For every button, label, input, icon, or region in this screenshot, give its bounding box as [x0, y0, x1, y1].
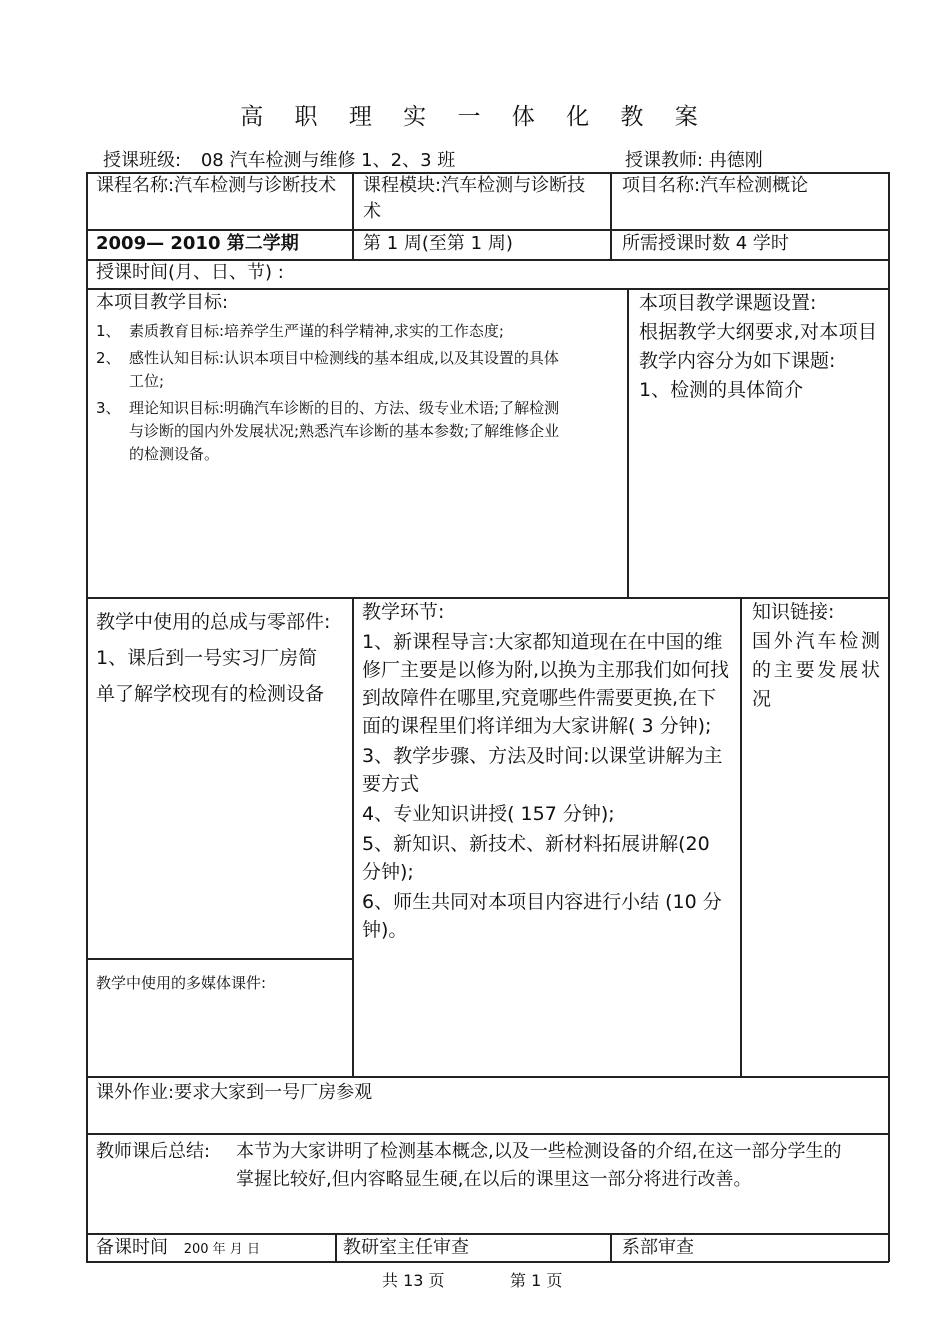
- multimedia-label: 教学中使用的多媒体课件:: [96, 974, 267, 992]
- teacher-label: 授课教师:: [625, 150, 704, 171]
- goal-item: [96, 320, 566, 343]
- goal-text: 理论知识目标:明确汽车诊断的目的、方法、级专业术语;了解检测与诊断的国内外发展状况;熟悉汽车诊断的基本参数;了解维修企业的检测设备。: [129, 399, 560, 463]
- teach-time: 授课时间(月、日、节) :: [96, 262, 284, 283]
- summary-label: 教师课后总结:: [96, 1141, 211, 1162]
- knowledge-links: [752, 598, 880, 714]
- class-info: [103, 146, 455, 172]
- step-item: 3、教学步骤、方法及时间:以课堂讲解为主要方式: [362, 745, 723, 795]
- project-name-cell: 项目名称:汽车检测概论: [622, 175, 809, 196]
- homework: 课外作业:要求大家到一号厂房参观: [96, 1082, 373, 1103]
- week-cell: 第 1 周(至第 1 周): [363, 233, 513, 254]
- page-total: 共 13 页: [382, 1271, 445, 1290]
- goal-number: 3、: [96, 399, 121, 417]
- parts-section: [96, 604, 336, 712]
- prep-date: 200 年 月 日: [183, 1242, 260, 1257]
- goals-heading: 本项目教学目标:: [96, 292, 229, 313]
- page-current: 第 1 页: [510, 1271, 563, 1290]
- dept-review-cell: 系部审查: [622, 1237, 694, 1258]
- teacher-value: 冉德刚: [708, 150, 763, 171]
- step-item: 4、专业知识讲授( 157 分钟);: [362, 803, 615, 825]
- goal-text: 感性认知目标:认识本项目中检测线的基本组成,以及其设置的具体工位;: [129, 349, 559, 390]
- page-title: 高 职 理 实 一 体 化 教 案: [240, 104, 710, 130]
- steps-heading: 教学环节:: [362, 601, 445, 623]
- goal-item: [96, 347, 566, 393]
- topics-heading: 本项目教学课题设置:: [639, 292, 817, 314]
- parts-heading: 教学中使用的总成与零部件:: [96, 611, 331, 633]
- class-value: 08 汽车检测与维修 1、2、3 班: [200, 150, 456, 171]
- goal-text: 素质教育目标:培养学生严谨的科学精神,求实的工作态度;: [129, 322, 504, 340]
- director-review-cell: 教研室主任审查: [343, 1237, 469, 1258]
- teaching-topics: [639, 289, 877, 405]
- prep-label: 备课时间: [96, 1237, 168, 1258]
- hours-cell: 所需授课时数 4 学时: [622, 233, 789, 254]
- semester-cell: 2009— 2010 第二学期: [96, 233, 299, 254]
- teaching-steps: [362, 598, 732, 946]
- goal-number: 2、: [96, 349, 121, 367]
- course-module-cell: 课程模块:汽车检测与诊断技术: [363, 175, 586, 222]
- topics-item: 1、检测的具体简介: [639, 379, 804, 401]
- goal-item: [96, 397, 566, 466]
- topics-intro: 根据教学大纲要求,对本项目教学内容分为如下课题:: [639, 321, 877, 372]
- step-item: 1、新课程导言:大家都知道现在在中国的维修厂主要是以修为附,以换为主那我们如何找到故障件在哪里,究竟哪些件需要更换,在下面的课程里们将详细为大家讲解( 3 分钟);: [362, 631, 730, 737]
- class-label: 授课班级:: [103, 150, 182, 171]
- step-item: 6、师生共同对本项目内容进行小结 (10 分钟)。: [362, 891, 722, 941]
- teacher-info: [625, 146, 763, 172]
- summary-text: 本节为大家讲明了检测基本概念,以及一些检测设备的介绍,在这一部分学生的掌握比较好,但内容略显生硬,在以后的课里这一部分将进行改善。: [236, 1141, 842, 1190]
- teaching-goals: [96, 290, 566, 470]
- goal-number: 1、: [96, 322, 121, 340]
- knowledge-heading: 知识链接:: [752, 601, 835, 623]
- course-name-cell: 课程名称:汽车检测与诊断技术: [96, 175, 337, 196]
- step-item: 5、新知识、新技术、新材料拓展讲解(20 分钟);: [362, 833, 710, 883]
- parts-text: 1、课后到一号实习厂房简单了解学校现有的检测设备: [96, 647, 325, 705]
- prep-time-cell: [96, 1235, 260, 1263]
- knowledge-text: 国外汽车检测的主要发展状况: [752, 630, 880, 710]
